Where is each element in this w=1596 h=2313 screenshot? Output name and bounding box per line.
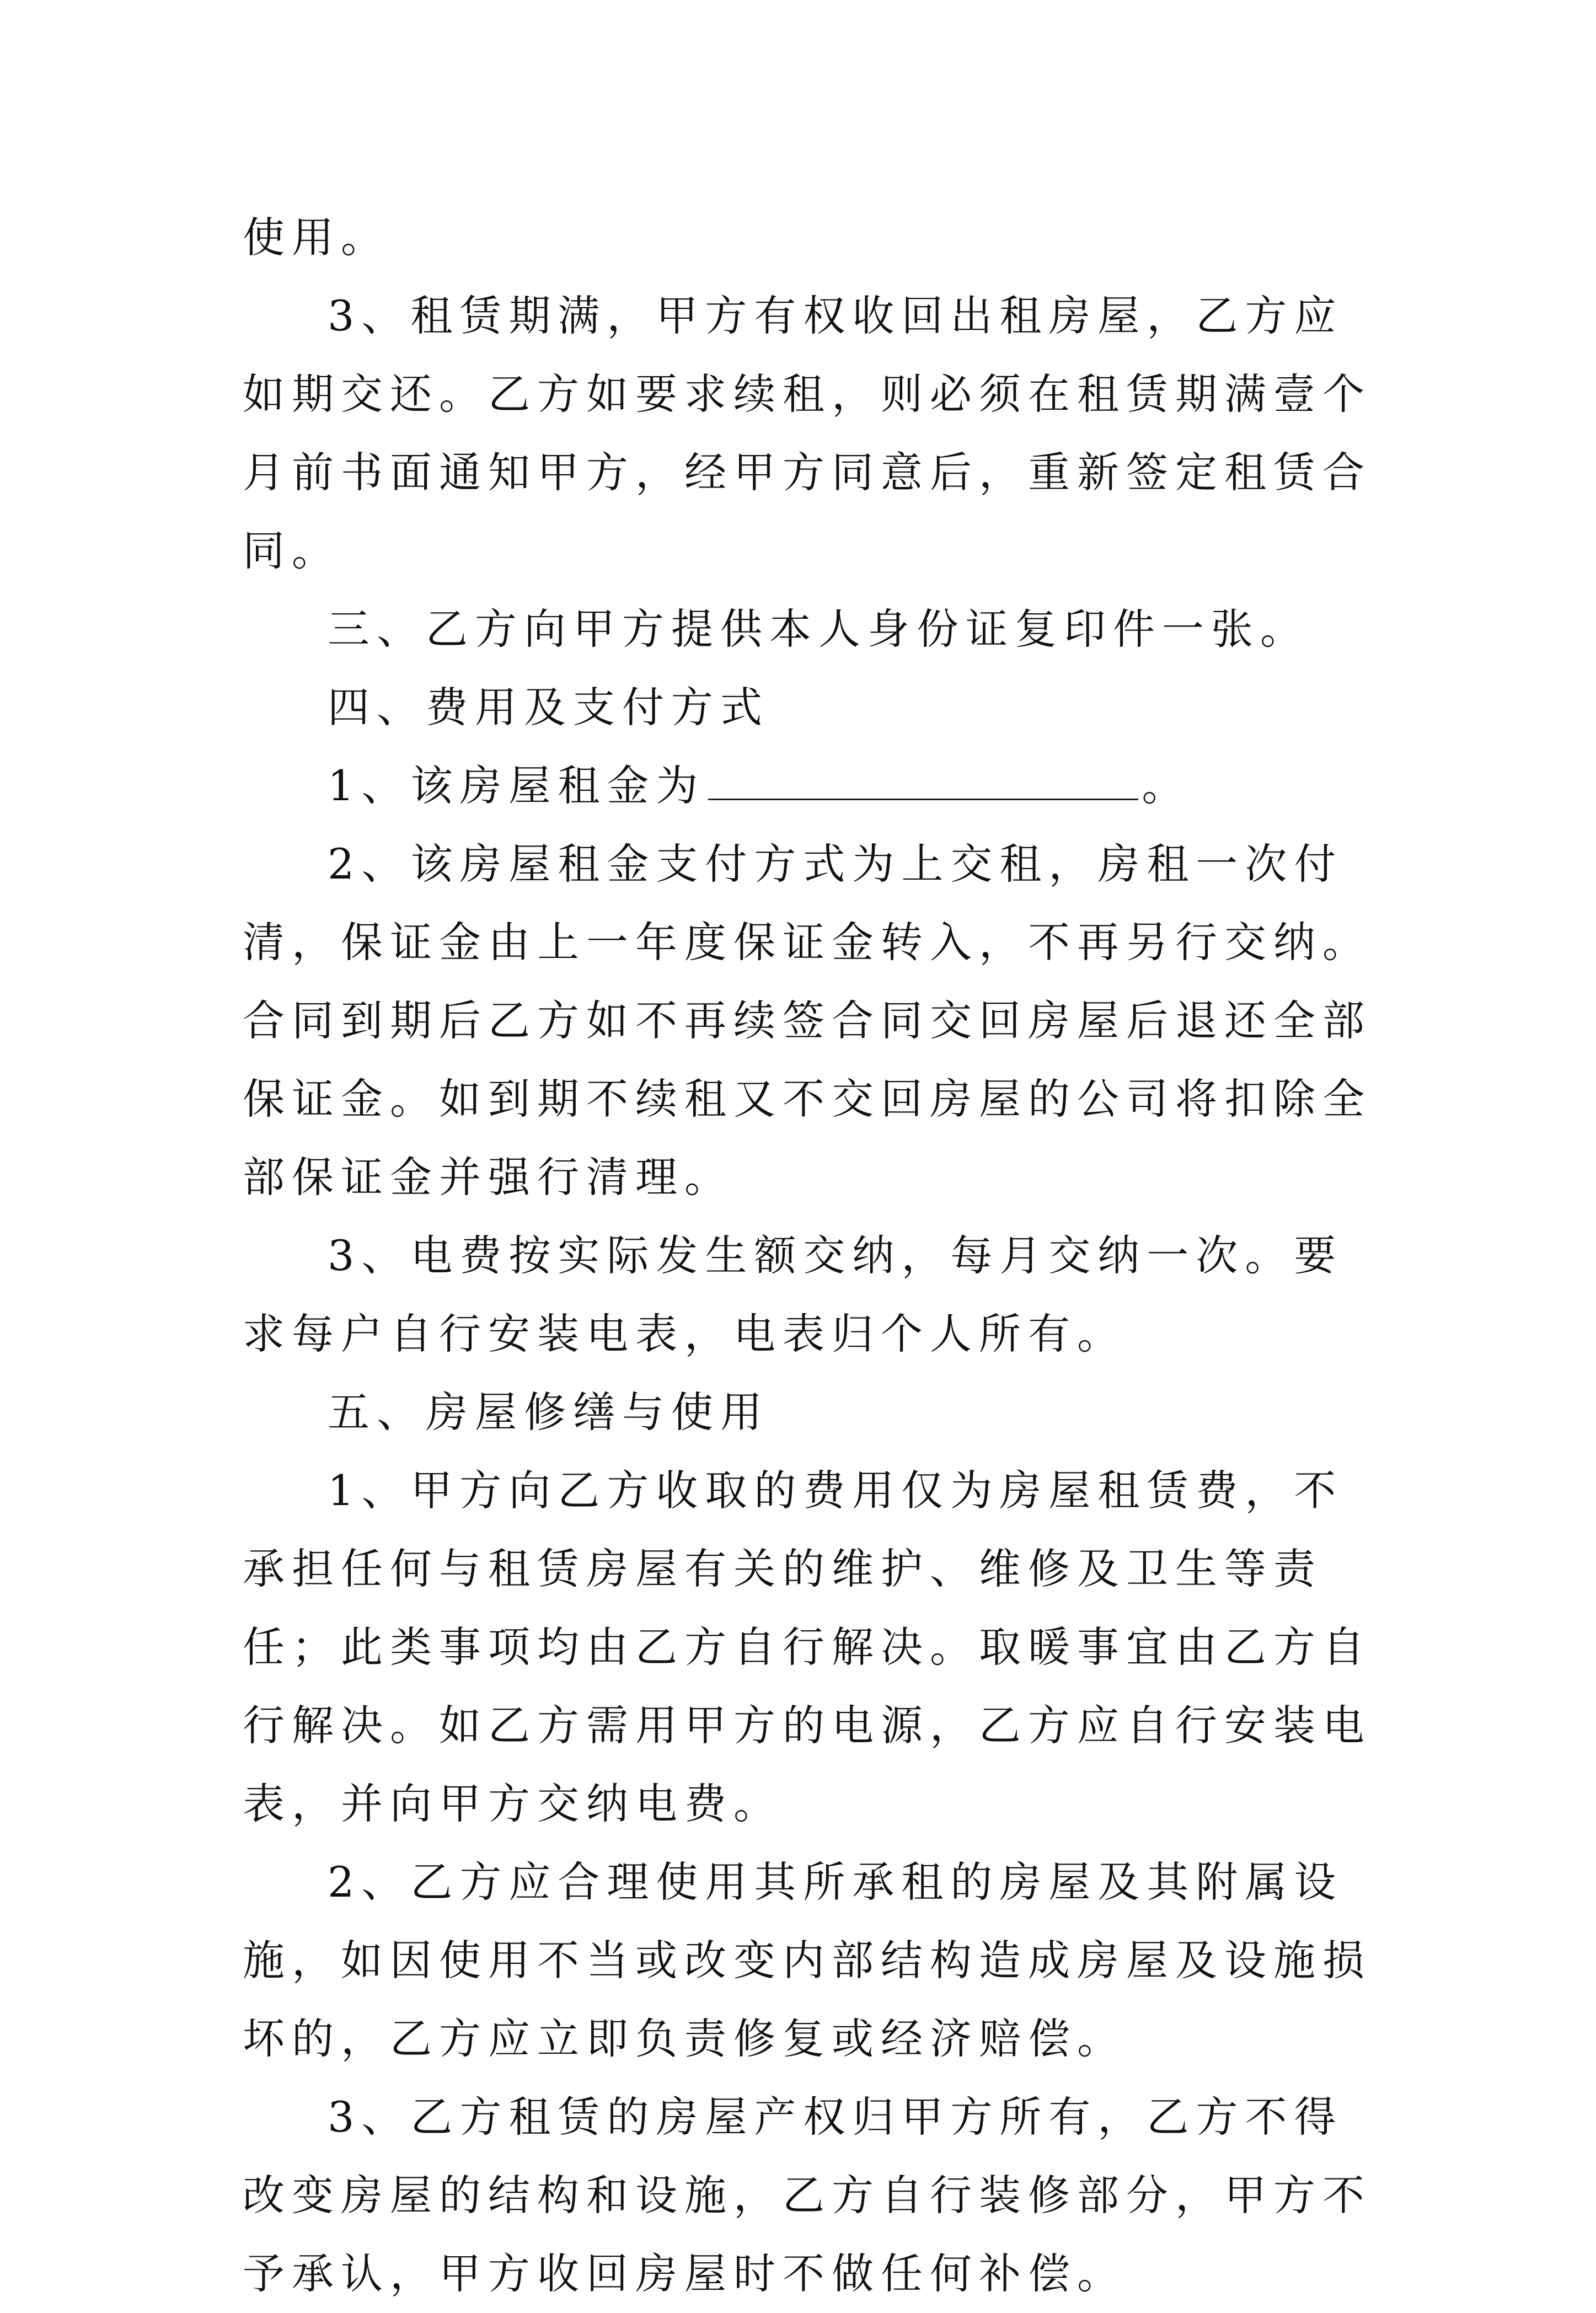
paragraph-electricity: 3、电费按实际发生额交纳，每月交纳一次。要求每户自行安装电表，电表归个人所有。: [243, 1231, 1343, 1358]
section-five-heading: 五、房屋修缮与使用: [328, 1388, 769, 1437]
paragraph-property-rights: 3、乙方租赁的房屋产权归甲方所有，乙方不得改变房屋的结构和设施，乙方自行装修部分，甲方不予承认，甲方收回房屋时不做任何补偿。: [243, 2092, 1372, 2298]
document-body: [243, 199, 1373, 2313]
rent-amount-blank-line: [708, 760, 1138, 800]
section-three-id-copy: 三、乙方向甲方提供本人身份证复印件一张。: [328, 604, 1309, 654]
rent-amount-label: 1、该房屋租金为: [328, 761, 705, 810]
paragraph-payment-method: 2、该房屋租金支付方式为上交租，房租一次付清，保证金由上一年度保证金转入，不再另行交纳。合同到期后乙方如不再续签合同交回房屋后退还全部保证金。如到期不续租又不交回房屋的公司将扣除全部保证金并强行清理。: [243, 839, 1372, 1202]
paragraph-proper-use: 2、乙方应合理使用其所承租的房屋及其附属设施，如因使用不当或改变内部结构造成房屋及设施损坏的，乙方应立即负责修复或经济赔偿。: [243, 1857, 1372, 2063]
section-four-heading: 四、费用及支付方式: [328, 683, 769, 732]
paragraph-fees-scope: 1、甲方向乙方收取的费用仅为房屋租赁费，不承担任何与租赁房屋有关的维护、维修及卫生等责任；此类事项均由乙方自行解决。取暖事宜由乙方自行解决。如乙方需用甲方的电源，乙方应自行安装电表，并向甲方交纳电费。: [243, 1466, 1372, 1828]
paragraph-continuation: 使用。: [243, 213, 390, 262]
rent-amount-period: 。: [1142, 761, 1191, 810]
paragraph-lease-expiry: 3、租赁期满，甲方有权收回出租房屋，乙方应如期交还。乙方如要求续租，则必须在租赁期满壹个月前书面通知甲方，经甲方同意后，重新签定租赁合同。: [243, 291, 1372, 575]
paragraph-rent-amount: [243, 747, 1373, 825]
